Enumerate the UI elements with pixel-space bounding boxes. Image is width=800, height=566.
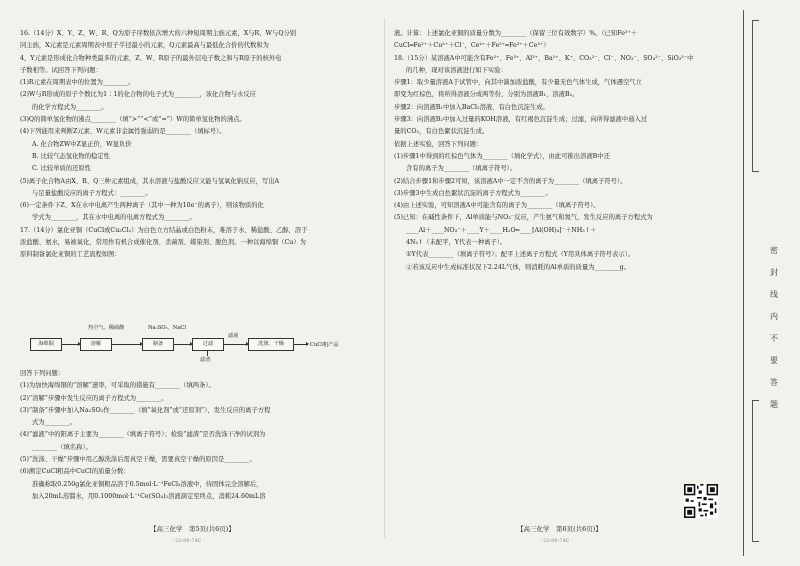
q17-sub-3: (3)“制备”步骤中加入Na₂SO₃作________（填“氧化剂”或“还原剂”），发生反应的离子方程 — [20, 406, 271, 414]
q16-sub-6: (6)一定条件下Z、X在水中电离产生两种离子（其中一种为10e⁻的离子），则该物质的化 — [20, 202, 264, 210]
flow-arrow — [293, 344, 307, 345]
seal-char: 内 — [770, 312, 778, 321]
q16-line-4: 子数相等。试回答下列问题： — [20, 66, 102, 74]
q17-line-3: 原料制备氯化亚铜的工艺流程如图： — [20, 251, 121, 259]
flow-step-prepare: 制备 — [142, 338, 174, 351]
left-column — [20, 28, 378, 262]
flow-reagent-1: 热空气、稀硫酸 — [88, 325, 125, 331]
q18-step-1: 步骤1：取少量溶液A于试管中，向其中滴加浓盐酸，有少量无色气体生成，气体遇空气立 — [394, 79, 642, 87]
q18-sub-4: (4)由上述实验，可知溶液A中可能含有的离子为________（填离子符号）。 — [394, 202, 600, 210]
flow-step-sponge-copper: 海绵铜 — [30, 338, 62, 351]
footer-page-6: 【高三化学 第6页(共6页)】 — [517, 525, 602, 533]
q16-line-1: 16.（14分）X、Y、Z、W、R、Q为原子序数依次增大的六种短周期主族元素，X与R、W与Q分别 — [20, 30, 297, 37]
q17-answer-prompt: 回答下列问题： — [20, 370, 65, 377]
q18-step-2: 步骤2：向溶液B₁中加入BaCl₂溶液，有白色沉淀生成。 — [394, 103, 549, 111]
q16-sub-6b: 学式为________，其在水中电离的电离方程式为________。 — [32, 214, 196, 222]
q17-sub-5: (5)“洗涤、干燥”步骤中用乙醇洗涤后需真空干燥，需要真空干燥的原因是________。 — [20, 456, 256, 464]
flow-arrow — [111, 344, 141, 345]
q17-sub-6c: 加入20mL蒸馏水，用0.1000mol·L⁻¹Ce(SO₄)₂溶液滴定至终点，消耗24.60mL溶 — [32, 492, 266, 500]
q16-option-c: C. 比较单质的还原性 — [32, 165, 91, 173]
q18-sub-5-2: ②若该反应中生成标准状况下2.24L气体，则消耗的Al单质的质量为________g。 — [406, 263, 630, 271]
q17-questions — [20, 368, 378, 503]
column-divider — [384, 18, 385, 538]
seal-char: 不 — [770, 334, 778, 343]
flow-reagent-2: Na₂SO₃、NaCl — [148, 325, 187, 331]
seal-char: 题 — [770, 400, 778, 409]
flow-step-dissolve: 溶解 — [80, 338, 112, 351]
q18-line-2: 的几种，现对该溶液进行如下实验： — [406, 66, 507, 74]
q17-continued-1: 液。计算：上述氯化亚铜的质量分数为________（保留三位有效数字）%。（已知Fe³⁺＋ — [394, 30, 638, 37]
seal-char: 密 — [770, 246, 778, 255]
seal-line — [743, 10, 744, 556]
flow-residue: 滤渣 — [200, 357, 211, 363]
q16-sub-5b: 与足量盐酸反应的离子方程式：________。 — [32, 189, 152, 197]
footer-page-5: 【高三化学 第5页(共6页)】 — [150, 525, 235, 533]
flow-arrow — [61, 344, 79, 345]
flow-step-wash-dry: 洗涤、干燥 — [248, 338, 294, 351]
q18-equation-b: 4N₂↑（未配平，Y代表一种离子）。 — [406, 239, 507, 247]
process-flowchart — [30, 318, 370, 364]
q16-sub-3: (3)Q的简单氢化物的沸点________（填“>”“<”或“=”）W的简单氢化物的沸点。 — [20, 116, 246, 124]
q17-sub-6b: 准确称取0.250g氯化亚铜粗品溶于0.5mol·L⁻¹FeCl₃溶液中，待固体完全溶解后， — [32, 480, 263, 488]
q18-sub-5-1: ①Y代表________（填离子符号）；配平上述离子方程式（Y用具体离子符号表示）。 — [406, 251, 635, 259]
seal-char: 要 — [770, 356, 778, 365]
q16-sub-2b: 的化学方程式为________。 — [32, 103, 108, 111]
q16-sub-2: (2)W与R形成的原子个数比为1∶1的化合物的电子式为________，该化合物与水反应 — [20, 91, 256, 99]
footer-code-right: · 22-08-74C · — [540, 538, 573, 544]
q17-line-1: 17.（14分）氯化亚铜（CuCl或Cu₂Cl₂）为白色立方结晶或白色粉末，难溶于水、稀盐酸、乙醇，溶于 — [20, 226, 308, 234]
flow-product: CuCl粗产品 — [310, 342, 339, 348]
q17-sub-6: (6)测定CuCl粗品中CuCl的质量分数： — [20, 468, 130, 476]
q17-line-2: 浓盐酸、氨水，易被氧化，常用作有机合成催化剂、杀菌剂、媒染剂、脱色剂。一种以海绵铜（Cu）为 — [20, 239, 306, 247]
q17-sub-3b: 式为________。 — [32, 419, 77, 427]
flow-step-filter: 过滤 — [192, 338, 224, 351]
qr-code-icon — [684, 484, 718, 518]
q18-sub-1: (1)步骤1中得到的红棕色气体为________（填化学式），由此可推出溶液B中还 — [394, 152, 610, 160]
q16-sub-5: (5)离子化合物A由X、R、Q三种元素组成，其水溶液与盐酸反应又能与氢氧化钠反应，写出A — [20, 177, 280, 185]
q17-sub-4b: ________（填名称）。 — [32, 443, 92, 451]
flow-arrow — [173, 344, 191, 345]
q18-sub-2: (2)结合步骤1和步骤2可知，该溶液A中一定不含的离子为________（填离子符号）。 — [394, 177, 627, 185]
seal-bracket-bottom — [752, 400, 759, 542]
seal-char: 答 — [770, 378, 778, 387]
q16-line-3: 4，Y元素是形成化合物种类最多的元素，Z、W、R原子的最外层电子数之和与R原子的核外电 — [20, 54, 282, 62]
right-column — [394, 28, 734, 274]
q18-step-1b: 即变为红棕色，将所得溶液分成两等份，分别为溶液B₁、溶液B₂。 — [394, 91, 579, 99]
q17-sub-4: (4)“滤液”中的阳离子主要为________（填离子符号）；检验“滤渣”是否洗涤干净的试剂为 — [20, 431, 266, 439]
q18-sub-1b: 含有的离子为________（填离子符号）。 — [406, 165, 517, 173]
q18-step-3b: 量的CO₂，有白色絮状沉淀生成。 — [394, 128, 489, 136]
q18-step-3: 步骤3：向溶液B₂中加入过量的KOH溶液，有红褐色沉淀生成；过滤，向所得滤液中通入过 — [394, 116, 648, 124]
flow-arrow — [223, 344, 247, 345]
footer-code-left: · 22-08-74C · — [172, 538, 205, 544]
q18-prompt: 依据上述实验，回答下列问题： — [394, 140, 483, 148]
seal-char: 封 — [770, 268, 778, 277]
q17-sub-2: (2)“溶解”步骤中发生反应的离子方程式为________。 — [20, 394, 168, 402]
q18-line-1: 18.（15分）某溶液A中可能含有Fe²⁺、Fe³⁺、Al³⁺、Ba²⁺、K⁺、CO₃²⁻、Cl⁻、NO₃⁻、SO₄²⁻、SiO₃²⁻中 — [394, 54, 694, 62]
q17-continued-2: CuCl═Fe²⁺＋Cu²⁺＋Cl⁻，Ce⁴⁺＋Fe²⁺═Fe³⁺＋Ce³⁺） — [394, 42, 550, 50]
q16-line-2: 同主族，X元素是元素周期表中原子半径最小的元素，Q元素最高与最低化合价的代数和为 — [20, 42, 269, 50]
flow-filtrate: 滤液 — [228, 333, 239, 339]
seal-bracket-top — [752, 20, 759, 172]
q18-sub-3: (3)步骤3中生成白色絮状沉淀的离子方程式为________。 — [394, 189, 552, 197]
q16-option-a: A. 化合物ZW中Z显正价，W显负价 — [32, 140, 132, 148]
seal-notice — [768, 240, 780, 416]
seal-char: 线 — [770, 290, 778, 299]
q16-sub-1: (1)R元素在周期表中的位置为________。 — [20, 79, 135, 87]
q18-sub-5: (5)已知：在碱性条件下，Al单质能与NO₃⁻反应，产生氨气和氮气，发生反应的离子方程式为 — [394, 214, 653, 222]
q16-option-b: B. 比较气态氢化物的稳定性 — [32, 152, 110, 160]
q16-sub-4: (4)下列能用来判断Z元素、W元素非金属性强弱的是________（填标号）。 — [20, 128, 226, 136]
q18-equation: ____Al＋____NO₃⁻＋____Y＋____H₂O═____[Al(OH)₄]⁻＋NH₃↑＋ — [406, 226, 597, 234]
q17-sub-1: (1)为加快海绵铜的“溶解”速率，可采取的措施有________（填两条）。 — [20, 382, 215, 390]
